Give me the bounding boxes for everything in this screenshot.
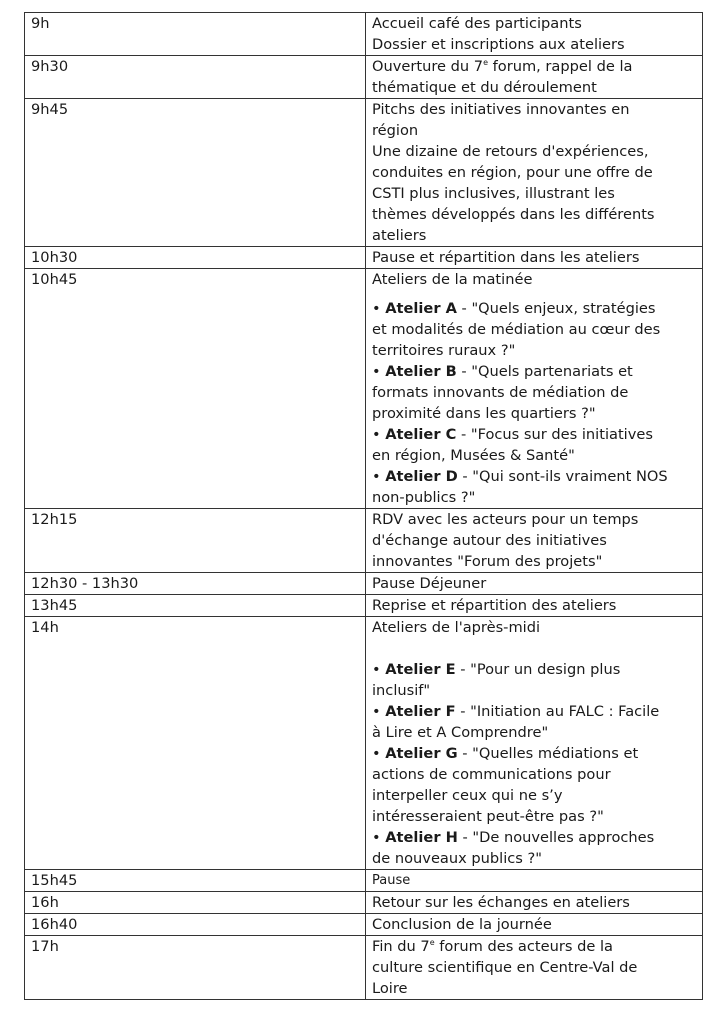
description-cell [366, 56, 703, 99]
time-cell [25, 573, 366, 595]
time-cell [25, 509, 366, 573]
time-label: 13h45 [31, 597, 78, 614]
schedule-table [24, 12, 703, 1000]
atelier-text: - "Quels enjeux, stratégies [456, 300, 656, 317]
schedule-body [25, 13, 703, 1000]
description-cell [366, 509, 703, 573]
description-text: Fin du 7 [372, 938, 430, 955]
description-cell [366, 269, 703, 509]
description-text: forum des acteurs de la [439, 938, 613, 955]
description-cell [366, 595, 703, 617]
atelier-name: Atelier H [385, 829, 458, 846]
atelier-text: - "Quels partenariats et [456, 363, 633, 380]
time-label: 14h [31, 619, 59, 636]
atelier-name: Atelier G [385, 745, 458, 762]
description-cell [366, 892, 703, 914]
description-line: Pause [372, 873, 411, 888]
time-label: 10h30 [31, 249, 78, 266]
atelier-name: Atelier C [385, 426, 457, 443]
schedule-row [25, 509, 703, 573]
time-cell [25, 595, 366, 617]
schedule-row [25, 617, 703, 870]
atelier-name: Atelier E [385, 661, 456, 678]
atelier-item: • Atelier D - "Qui sont-ils vraiment NOS [372, 468, 668, 485]
time-cell [25, 914, 366, 936]
atelier-text-line: territoires ruraux ?" [372, 342, 516, 359]
description-cell [366, 870, 703, 892]
atelier-name: Atelier F [385, 703, 456, 720]
atelier-text-line: intéresseraient peut-être pas ?" [372, 808, 604, 825]
description-line: thèmes développés dans les différents [372, 206, 655, 223]
atelier-item: • Atelier F - "Initiation au FALC : Facile [372, 703, 660, 720]
description-line: conduites en région, pour une offre de [372, 164, 653, 181]
atelier-text: - "De nouvelles approches [457, 829, 655, 846]
description-line: innovantes "Forum des projets" [372, 553, 603, 570]
session-title: Ateliers de l'après-midi [372, 619, 541, 636]
atelier-item: • Atelier B - "Quels partenariats et [372, 363, 633, 380]
time-label: 10h45 [31, 271, 78, 288]
description-cell [366, 99, 703, 247]
atelier-text-line: proximité dans les quartiers ?" [372, 405, 596, 422]
description-text: Ouverture du 7 [372, 58, 484, 75]
time-label: 12h15 [31, 511, 78, 528]
description-cell [366, 936, 703, 1000]
schedule-row [25, 13, 703, 56]
atelier-text: - "Initiation au FALC : Facile [455, 703, 660, 720]
atelier-text-line: inclusif" [372, 682, 431, 699]
atelier-item: • Atelier E - "Pour un design plus [372, 661, 621, 678]
atelier-text: - "Quelles médiations et [457, 745, 639, 762]
atelier-name: Atelier A [385, 300, 457, 317]
description-line [372, 56, 696, 77]
description-cell [366, 617, 703, 870]
description-line: région [372, 122, 419, 139]
description-line [372, 936, 696, 957]
ordinal-suffix: e [483, 58, 488, 67]
time-cell [25, 617, 366, 870]
description-line: Retour sur les échanges en ateliers [372, 894, 630, 911]
description-cell [366, 573, 703, 595]
atelier-text: - "Pour un design plus [455, 661, 621, 678]
atelier-text-line: interpeller ceux qui ne s’y [372, 787, 563, 804]
description-cell [366, 13, 703, 56]
schedule-row [25, 247, 703, 269]
description-line: culture scientifique en Centre-Val de [372, 959, 638, 976]
schedule-row [25, 914, 703, 936]
schedule-row [25, 595, 703, 617]
ordinal-suffix: e [429, 938, 435, 947]
atelier-item: • Atelier C - "Focus sur des initiatives [372, 426, 653, 443]
description-line: d'échange autour des initiatives [372, 532, 607, 549]
time-cell [25, 13, 366, 56]
description-line: ateliers [372, 227, 427, 244]
description-line: Pitchs des initiatives innovantes en [372, 101, 630, 118]
time-cell [25, 936, 366, 1000]
schedule-row [25, 56, 703, 99]
description-line: Pause et répartition dans les ateliers [372, 249, 640, 266]
schedule-row [25, 269, 703, 509]
atelier-text: - "Focus sur des initiatives [456, 426, 653, 443]
time-label: 9h [31, 15, 50, 32]
time-cell [25, 892, 366, 914]
description-line: thématique et du déroulement [372, 79, 597, 96]
time-label: 9h45 [31, 101, 69, 118]
atelier-text-line: formats innovants de médiation de [372, 384, 629, 401]
atelier-text-line: non-publics ?" [372, 489, 476, 506]
time-cell [25, 269, 366, 509]
atelier-item: • Atelier A - "Quels enjeux, stratégies [372, 300, 656, 317]
session-title: Ateliers de la matinée [372, 271, 533, 288]
atelier-text-line: en région, Musées & Santé" [372, 447, 575, 464]
atelier-text-line: de nouveaux publics ?" [372, 850, 543, 867]
schedule-row [25, 892, 703, 914]
description-line: CSTI plus inclusives, illustrant les [372, 185, 615, 202]
schedule-row [25, 870, 703, 892]
atelier-text-line: à Lire et A Comprendre" [372, 724, 549, 741]
spacer [372, 290, 696, 298]
atelier-text: - "Qui sont-ils vraiment NOS [457, 468, 668, 485]
spacer [372, 638, 696, 659]
schedule-row [25, 573, 703, 595]
schedule-row [25, 936, 703, 1000]
description-line: Pause Déjeuner [372, 575, 487, 592]
atelier-text-line: actions de communications pour [372, 766, 611, 783]
description-line: Accueil café des participants [372, 15, 582, 32]
description-line: RDV avec les acteurs pour un temps [372, 511, 639, 528]
time-label: 16h40 [31, 916, 78, 933]
time-label: 15h45 [31, 872, 78, 889]
description-line: Dossier et inscriptions aux ateliers [372, 36, 625, 53]
time-cell [25, 56, 366, 99]
description-line: Conclusion de la journée [372, 916, 552, 933]
description-cell [366, 247, 703, 269]
description-line: Reprise et répartition des ateliers [372, 597, 617, 614]
schedule-row [25, 99, 703, 247]
description-cell [366, 914, 703, 936]
description-text: forum, rappel de la [492, 58, 633, 75]
atelier-item: • Atelier G - "Quelles médiations et [372, 745, 639, 762]
time-label: 12h30 - 13h30 [31, 575, 139, 592]
description-line: Loire [372, 980, 408, 997]
atelier-text-line: et modalités de médiation au cœur des [372, 321, 661, 338]
time-cell [25, 870, 366, 892]
description-line: Une dizaine de retours d'expériences, [372, 143, 649, 160]
time-label: 9h30 [31, 58, 69, 75]
atelier-name: Atelier B [385, 363, 457, 380]
time-cell [25, 99, 366, 247]
atelier-name: Atelier D [385, 468, 458, 485]
time-label: 17h [31, 938, 59, 955]
time-cell [25, 247, 366, 269]
atelier-item: • Atelier H - "De nouvelles approches [372, 829, 655, 846]
time-label: 16h [31, 894, 59, 911]
